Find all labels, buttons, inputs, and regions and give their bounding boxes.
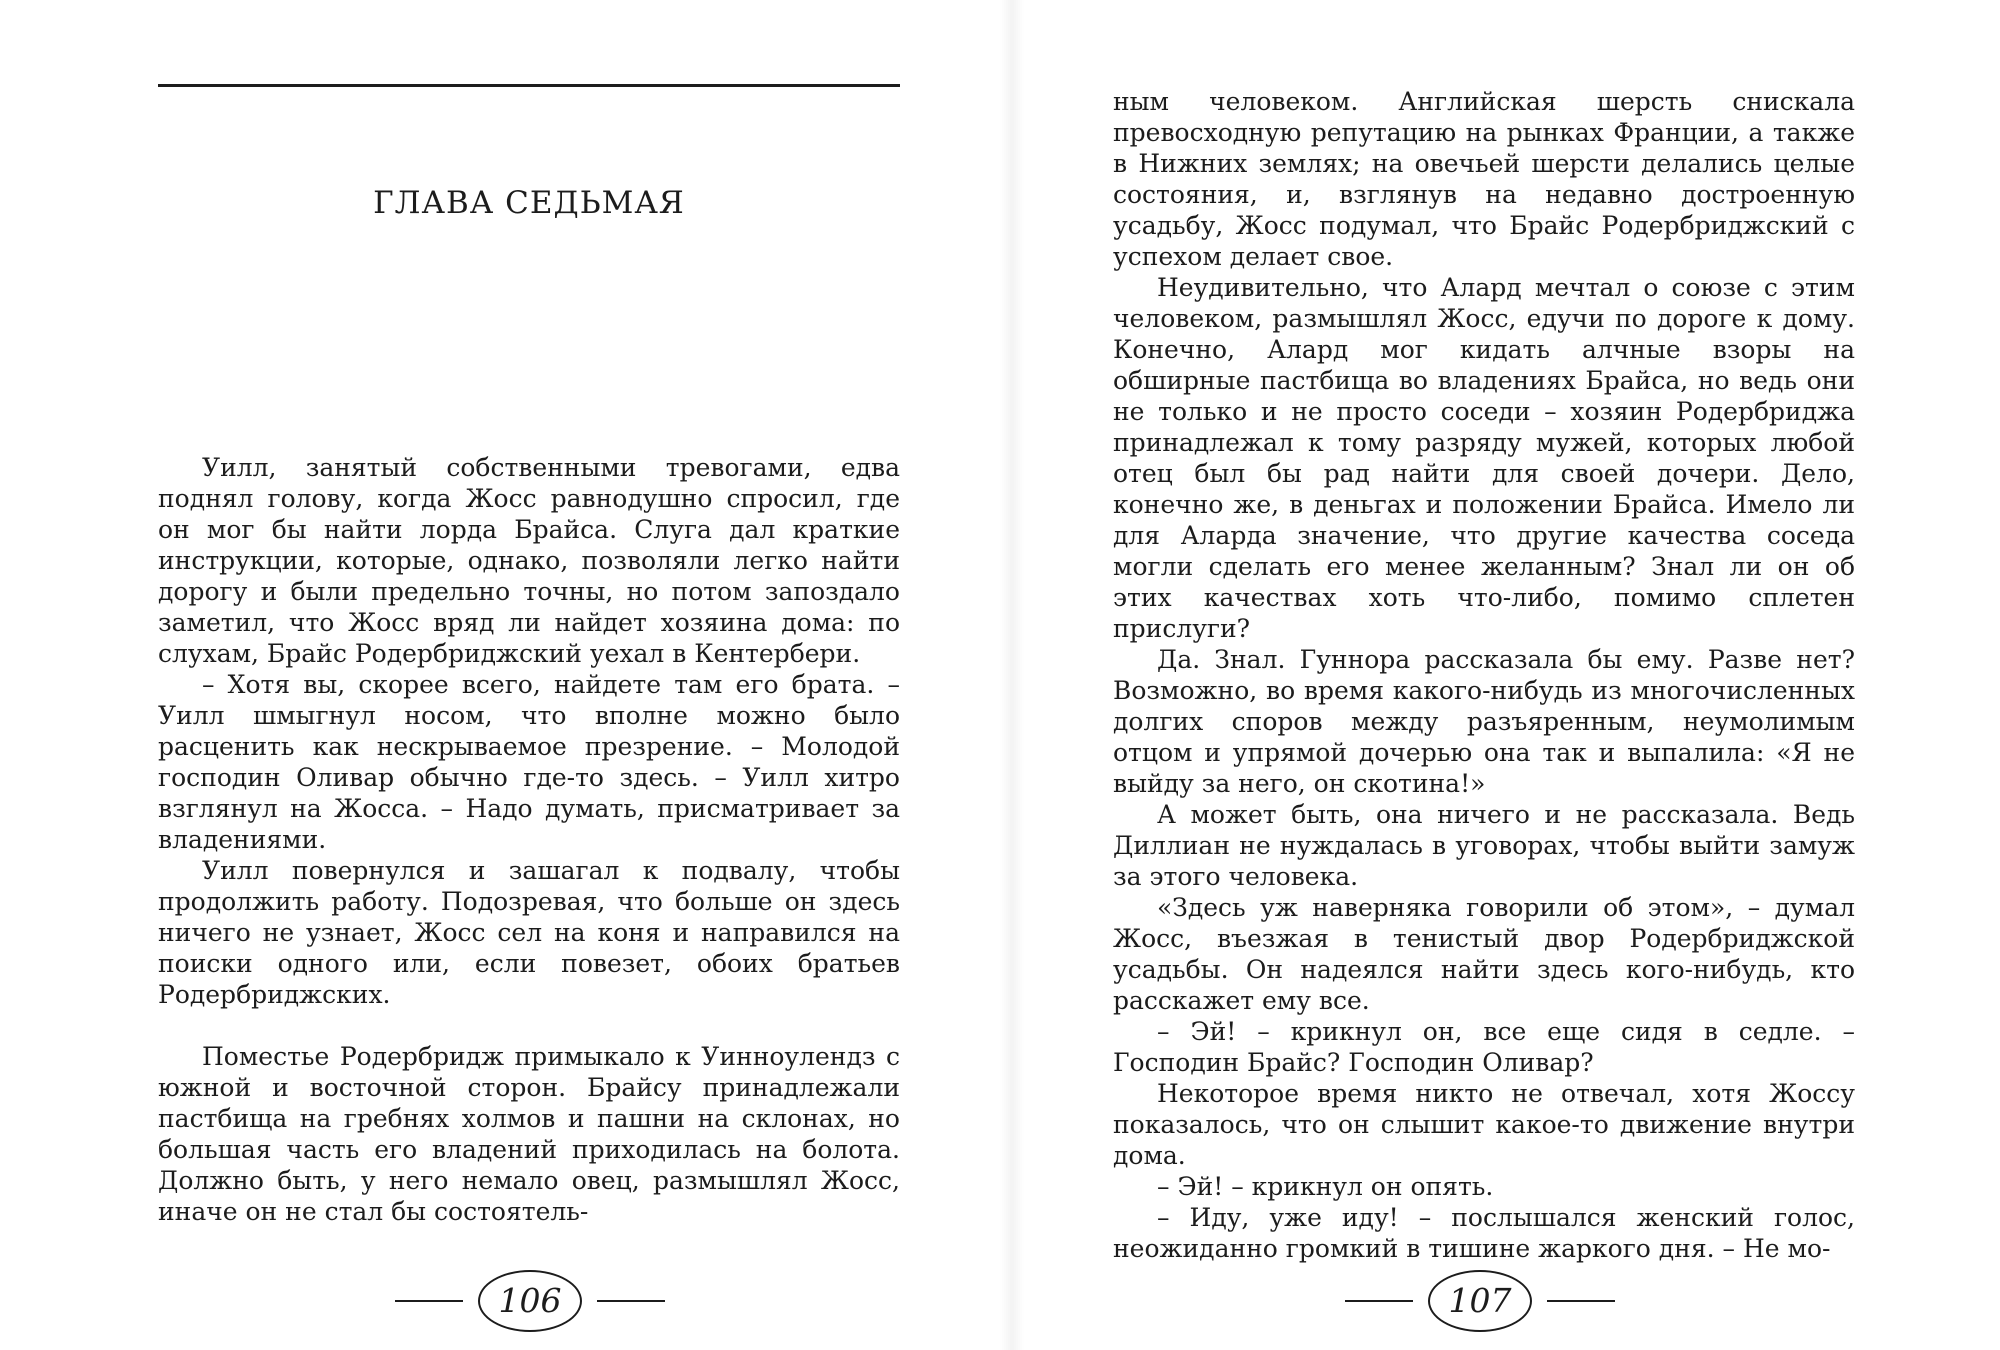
left-page-text bbox=[158, 452, 900, 1227]
paragraph: – Эй! – крикнул он, все еще сидя в седле. – Господин Брайс? Господин Оливар? bbox=[1113, 1017, 1855, 1077]
paragraph: – Иду, уже иду! – послышался женский голос, неожиданно громкий в тишине жаркого дня. – Не мо- bbox=[1113, 1203, 1855, 1263]
chapter-title: ГЛАВА СЕДЬМАЯ bbox=[373, 185, 685, 221]
paragraph: Поместье Родербридж примыкало к Уинноулендз с южной и восточной сторон. Брайсу принадлежали пастбища на гребнях холмов и пашни на склонах, но большая часть его владений приходилась на болота. Должно быть, у него немало овец, размышлял Жосс, иначе он не стал бы состоятель- bbox=[158, 1042, 900, 1226]
folio-rule-right bbox=[597, 1300, 665, 1302]
paragraph: Да. Знал. Гуннора рассказала бы ему. Разве нет? Возможно, во время какого-нибудь из многочисленных долгих споров между разъяренным, неумолимым отцом и упрямой дочерью она так и выпалила: «Я не выйду за него, он скотина!» bbox=[1113, 645, 1855, 798]
page-number: 107 bbox=[1428, 1270, 1532, 1332]
right-page bbox=[1030, 0, 1960, 1350]
paragraph: «Здесь уж наверняка говорили об этом», – думал Жосс, въезжая в тенистый двор Родербриджской усадьбы. Он надеялся найти здесь кого-нибудь, кто расскажет ему все. bbox=[1113, 893, 1855, 1015]
top-rule bbox=[158, 84, 900, 87]
page-number: 106 bbox=[478, 1270, 582, 1332]
folio-rule-right bbox=[1547, 1300, 1615, 1302]
paragraph: ным человеком. Английская шерсть снискала превосходную репутацию на рынках Франции, а также в Нижних землях; на овечьей шерсти делались целые состояния, и, взглянув на недавно достроенную усадьбу, Жосс подумал, что Брайс Родербриджский с успехом делает свое. bbox=[1113, 87, 1855, 271]
folio-rule-left bbox=[395, 1300, 463, 1302]
left-page bbox=[0, 0, 990, 1350]
paragraph: – Хотя вы, скорее всего, найдете там его брата. – Уилл шмыгнул носом, что вполне можно было расценить как нескрываемое презрение. – Молодой господин Оливар обычно где-то здесь. – Уилл хитро взглянул на Жосса. – Надо думать, присматривает за владениями. bbox=[158, 670, 900, 854]
section-break bbox=[158, 1010, 900, 1041]
paragraph: А может быть, она ничего и не рассказала. Ведь Диллиан не нуждалась в уговорах, чтобы выйти замуж за этого человека. bbox=[1113, 800, 1855, 891]
paragraph: Уилл, занятый собственными тревогами, едва поднял голову, когда Жосс равнодушно спросил, где он мог бы найти лорда Брайса. Слуга дал краткие инструкции, которые, однако, позволяли легко найти дорогу и были предельно точны, но потом запоздало заметил, что Жосс вряд ли найдет хозяина дома: по слухам, Брайс Родербриджский уехал в Кентербери. bbox=[158, 453, 900, 668]
folio-rule-left bbox=[1345, 1300, 1413, 1302]
book-gutter bbox=[1000, 0, 1024, 1350]
paragraph: Уилл повернулся и зашагал к подвалу, чтобы продолжить работу. Подозревая, что больше он здесь ничего не узнает, Жосс сел на коня и направился на поиски одного или, если повезет, обоих братьев Родербриджских. bbox=[158, 856, 900, 1009]
paragraph: Неудивительно, что Алард мечтал о союзе с этим человеком, размышлял Жосс, едучи по дороге к дому. Конечно, Алард мог кидать алчные взоры на обширные пастбища во владениях Брайса, но ведь они не только и не просто соседи – хозяин Родербриджа принадлежал к тому разряду мужей, которых любой отец был бы рад найти для своей дочери. Дело, конечно же, в деньгах и положении Брайса. Имело ли для Аларда значение, что другие качества соседа могли сделать его менее желанным? Знал ли он об этих качествах хоть что-либо, помимо сплетен прислуги? bbox=[1113, 273, 1855, 643]
page-number-right bbox=[1335, 1270, 1625, 1332]
right-page-text bbox=[1113, 86, 1855, 1264]
paragraph: – Эй! – крикнул он опять. bbox=[1157, 1172, 1494, 1201]
page-number-left bbox=[385, 1270, 675, 1332]
paragraph: Некоторое время никто не отвечал, хотя Жоссу показалось, что он слышит какое-то движение внутри дома. bbox=[1113, 1079, 1855, 1170]
